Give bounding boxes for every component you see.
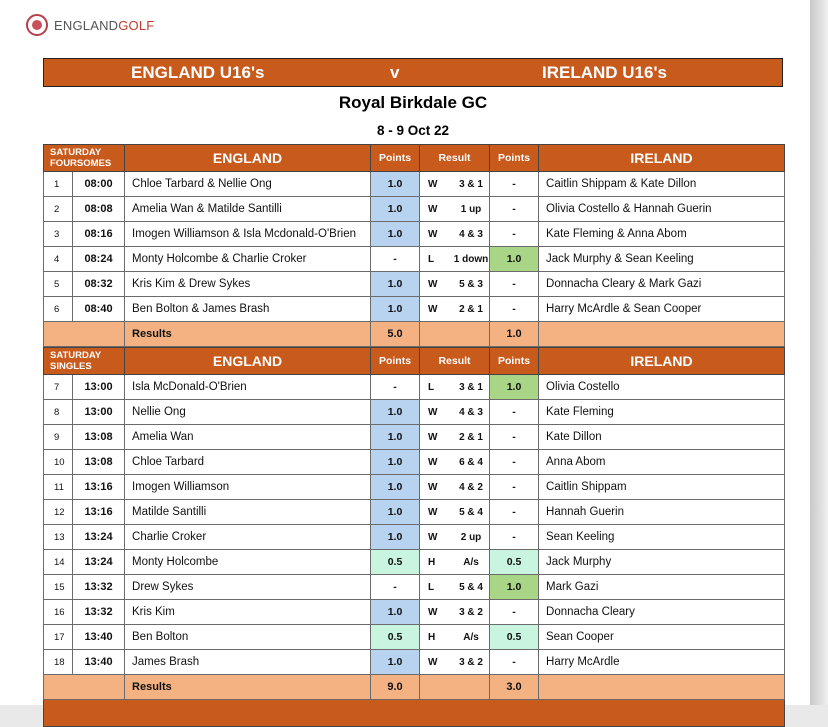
tee-time: 08:40 [73, 297, 125, 322]
result-margin: 5 & 3 [459, 278, 483, 290]
result-code: W [428, 406, 438, 418]
rose-icon [26, 14, 48, 36]
england-points: 0.5 [371, 625, 420, 650]
result-margin: 5 & 4 [459, 506, 483, 518]
ireland-header: IRELAND [539, 348, 785, 375]
ireland-points-header: Points [490, 348, 539, 375]
logo-text-golf: GOLF [118, 17, 155, 33]
result-code: W [428, 506, 438, 518]
ireland-points-header: Points [490, 145, 539, 172]
england-player: Chloe Tarbard & Nellie Ong [125, 172, 371, 197]
match-row [44, 297, 785, 322]
result-margin: 6 & 4 [459, 456, 483, 468]
ireland-points: - [490, 500, 539, 525]
tee-time: 13:24 [73, 550, 125, 575]
result-margin: 3 & 2 [459, 656, 483, 668]
match-result [420, 550, 490, 575]
england-points-header: Points [371, 348, 420, 375]
result-code: W [428, 606, 438, 618]
match-number: 3 [44, 222, 73, 247]
tee-time: 13:32 [73, 600, 125, 625]
result-margin: 4 & 3 [459, 228, 483, 240]
england-player: Amelia Wan & Matilde Santilli [125, 197, 371, 222]
england-points: - [371, 247, 420, 272]
england-header: ENGLAND [125, 145, 371, 172]
match-row [44, 500, 785, 525]
ireland-points: - [490, 525, 539, 550]
results-label: Results [125, 675, 371, 700]
england-header: ENGLAND [125, 348, 371, 375]
result-code: L [428, 253, 435, 265]
england-points: 0.5 [371, 550, 420, 575]
ireland-player: Kate Dillon [539, 425, 785, 450]
ireland-points: - [490, 197, 539, 222]
ireland-player: Harry McArdle & Sean Cooper [539, 297, 785, 322]
match-row [44, 450, 785, 475]
ireland-points: 0.5 [490, 625, 539, 650]
match-number: 7 [44, 375, 73, 400]
ireland-points: 1.0 [490, 247, 539, 272]
tee-time: 13:00 [73, 375, 125, 400]
section-title: SATURDAY SINGLES [44, 348, 125, 375]
match-number: 11 [44, 475, 73, 500]
england-points: 1.0 [371, 600, 420, 625]
ireland-points: 1.0 [490, 375, 539, 400]
match-result [420, 247, 490, 272]
match-result [420, 600, 490, 625]
results-label: Results [125, 322, 371, 347]
tee-time: 13:08 [73, 425, 125, 450]
match-row [44, 247, 785, 272]
result-code: W [428, 303, 438, 315]
england-player: Matilde Santilli [125, 500, 371, 525]
match-row [44, 625, 785, 650]
england-player: James Brash [125, 650, 371, 675]
england-points: 1.0 [371, 650, 420, 675]
england-points-header: Points [371, 145, 420, 172]
match-number: 12 [44, 500, 73, 525]
match-result [420, 425, 490, 450]
match-result [420, 625, 490, 650]
england-player: Kris Kim [125, 600, 371, 625]
england-points: 1.0 [371, 425, 420, 450]
tee-time: 13:40 [73, 625, 125, 650]
ireland-header: IRELAND [539, 145, 785, 172]
result-code: W [428, 456, 438, 468]
england-player: Charlie Croker [125, 525, 371, 550]
result-code: W [428, 656, 438, 668]
result-margin: A/s [463, 556, 479, 568]
result-margin: 5 & 4 [459, 581, 483, 593]
england-player: Imogen Williamson & Isla Mcdonald-O'Brien [125, 222, 371, 247]
england-points: 1.0 [371, 475, 420, 500]
match-banner [43, 58, 783, 87]
match-result [420, 650, 490, 675]
match-row [44, 400, 785, 425]
result-margin: 2 up [460, 531, 482, 543]
result-margin: A/s [463, 631, 479, 643]
match-result [420, 500, 490, 525]
match-number: 4 [44, 247, 73, 272]
ireland-points: - [490, 272, 539, 297]
result-margin: 4 & 3 [459, 406, 483, 418]
match-row [44, 525, 785, 550]
england-player: Ben Bolton & James Brash [125, 297, 371, 322]
result-code: W [428, 203, 438, 215]
result-header: Result [420, 348, 490, 375]
tee-time: 13:08 [73, 450, 125, 475]
england-points: 1.0 [371, 172, 420, 197]
england-player: Chloe Tarbard [125, 450, 371, 475]
match-result [420, 450, 490, 475]
ireland-player: Donnacha Cleary [539, 600, 785, 625]
match-number: 16 [44, 600, 73, 625]
ireland-player: Caitlin Shippam [539, 475, 785, 500]
ireland-points: - [490, 297, 539, 322]
england-player: Monty Holcombe [125, 550, 371, 575]
tee-time: 13:00 [73, 400, 125, 425]
match-number: 8 [44, 400, 73, 425]
match-number: 1 [44, 172, 73, 197]
banner-ireland: IRELAND U16's [542, 63, 667, 82]
ireland-total: 1.0 [490, 322, 539, 347]
match-result [420, 525, 490, 550]
match-result [420, 272, 490, 297]
ireland-points: - [490, 222, 539, 247]
foursomes-results-row [44, 322, 785, 347]
section-title: SATURDAY FOURSOMES [44, 145, 125, 172]
singles-results-row [44, 675, 785, 700]
result-code: W [428, 178, 438, 190]
result-margin: 1 down [453, 253, 489, 265]
tee-time: 13:24 [73, 525, 125, 550]
england-player: Imogen Williamson [125, 475, 371, 500]
england-points: - [371, 375, 420, 400]
match-row [44, 475, 785, 500]
tee-time: 13:16 [73, 500, 125, 525]
match-result [420, 475, 490, 500]
england-player: Kris Kim & Drew Sykes [125, 272, 371, 297]
ireland-player: Anna Abom [539, 450, 785, 475]
england-points: 1.0 [371, 450, 420, 475]
ireland-points: 0.5 [490, 550, 539, 575]
tee-time: 08:08 [73, 197, 125, 222]
tee-time: 08:32 [73, 272, 125, 297]
result-code: W [428, 278, 438, 290]
ireland-points: - [490, 172, 539, 197]
result-code: H [428, 556, 436, 568]
result-code: W [428, 481, 438, 493]
singles-table [43, 347, 785, 727]
result-margin: 4 & 2 [459, 481, 483, 493]
result-code: W [428, 431, 438, 443]
ireland-player: Olivia Costello & Hannah Guerin [539, 197, 785, 222]
england-points: 1.0 [371, 272, 420, 297]
tee-time: 13:32 [73, 575, 125, 600]
ireland-total: 3.0 [490, 675, 539, 700]
england-points: 1.0 [371, 525, 420, 550]
match-number: 13 [44, 525, 73, 550]
england-total: 5.0 [371, 322, 420, 347]
ireland-points: 1.0 [490, 575, 539, 600]
match-row [44, 575, 785, 600]
match-row [44, 272, 785, 297]
england-player: Nellie Ong [125, 400, 371, 425]
match-result [420, 297, 490, 322]
match-number: 9 [44, 425, 73, 450]
england-player: Isla McDonald-O'Brien [125, 375, 371, 400]
england-points: 1.0 [371, 500, 420, 525]
england-points: 1.0 [371, 197, 420, 222]
england-points: - [371, 575, 420, 600]
england-player: Monty Holcombe & Charlie Croker [125, 247, 371, 272]
england-points: 1.0 [371, 297, 420, 322]
ireland-points: - [490, 650, 539, 675]
ireland-player: Kate Fleming [539, 400, 785, 425]
match-row [44, 650, 785, 675]
result-margin: 2 & 1 [459, 431, 483, 443]
foursomes-table [43, 144, 785, 347]
match-row [44, 375, 785, 400]
ireland-points: - [490, 600, 539, 625]
tee-time: 13:40 [73, 650, 125, 675]
ireland-player: Donnacha Cleary & Mark Gazi [539, 272, 785, 297]
england-points: 1.0 [371, 222, 420, 247]
match-row [44, 197, 785, 222]
ireland-points: - [490, 475, 539, 500]
match-row [44, 172, 785, 197]
result-code: L [428, 581, 435, 593]
match-row [44, 222, 785, 247]
match-number: 15 [44, 575, 73, 600]
ireland-points: - [490, 450, 539, 475]
england-player: Drew Sykes [125, 575, 371, 600]
match-number: 2 [44, 197, 73, 222]
england-golf-logo [26, 13, 154, 37]
ireland-player: Sean Cooper [539, 625, 785, 650]
tee-time: 13:16 [73, 475, 125, 500]
tee-time: 08:16 [73, 222, 125, 247]
match-dates: 8 - 9 Oct 22 [376, 123, 450, 138]
match-result [420, 400, 490, 425]
ireland-player: Caitlin Shippam & Kate Dillon [539, 172, 785, 197]
ireland-player: Jack Murphy [539, 550, 785, 575]
venue-title: Royal Birkdale GC [338, 93, 488, 112]
singles-header-row [44, 348, 785, 375]
england-player: Amelia Wan [125, 425, 371, 450]
banner-vs: v [390, 63, 400, 82]
match-row [44, 550, 785, 575]
result-margin: 3 & 2 [459, 606, 483, 618]
match-number: 17 [44, 625, 73, 650]
match-number: 14 [44, 550, 73, 575]
ireland-player: Mark Gazi [539, 575, 785, 600]
result-margin: 2 & 1 [459, 303, 483, 315]
match-number: 18 [44, 650, 73, 675]
match-row [44, 425, 785, 450]
logo-text-england: ENGLAND [54, 17, 119, 33]
result-code: H [428, 631, 436, 643]
result-code: L [428, 381, 435, 393]
banner-england: ENGLAND U16's [131, 63, 265, 82]
match-result [420, 575, 490, 600]
page-edge-shadow [810, 0, 828, 705]
ireland-player: Kate Fleming & Anna Abom [539, 222, 785, 247]
ireland-points: - [490, 425, 539, 450]
england-player: Ben Bolton [125, 625, 371, 650]
tee-time: 08:24 [73, 247, 125, 272]
foursomes-header-row [44, 145, 785, 172]
result-header: Result [420, 145, 490, 172]
next-section-header-row [44, 700, 785, 727]
match-result [420, 197, 490, 222]
match-result [420, 222, 490, 247]
match-number: 5 [44, 272, 73, 297]
ireland-player: Harry McArdle [539, 650, 785, 675]
match-row [44, 600, 785, 625]
match-number: 10 [44, 450, 73, 475]
result-code: W [428, 531, 438, 543]
result-margin: 1 up [460, 203, 482, 215]
tee-time: 08:00 [73, 172, 125, 197]
match-result [420, 375, 490, 400]
england-points: 1.0 [371, 400, 420, 425]
ireland-player: Olivia Costello [539, 375, 785, 400]
match-result [420, 172, 490, 197]
result-margin: 3 & 1 [459, 381, 483, 393]
ireland-player: Jack Murphy & Sean Keeling [539, 247, 785, 272]
result-code: W [428, 228, 438, 240]
ireland-points: - [490, 400, 539, 425]
match-number: 6 [44, 297, 73, 322]
ireland-player: Hannah Guerin [539, 500, 785, 525]
result-margin: 3 & 1 [459, 178, 483, 190]
england-total: 9.0 [371, 675, 420, 700]
ireland-player: Sean Keeling [539, 525, 785, 550]
